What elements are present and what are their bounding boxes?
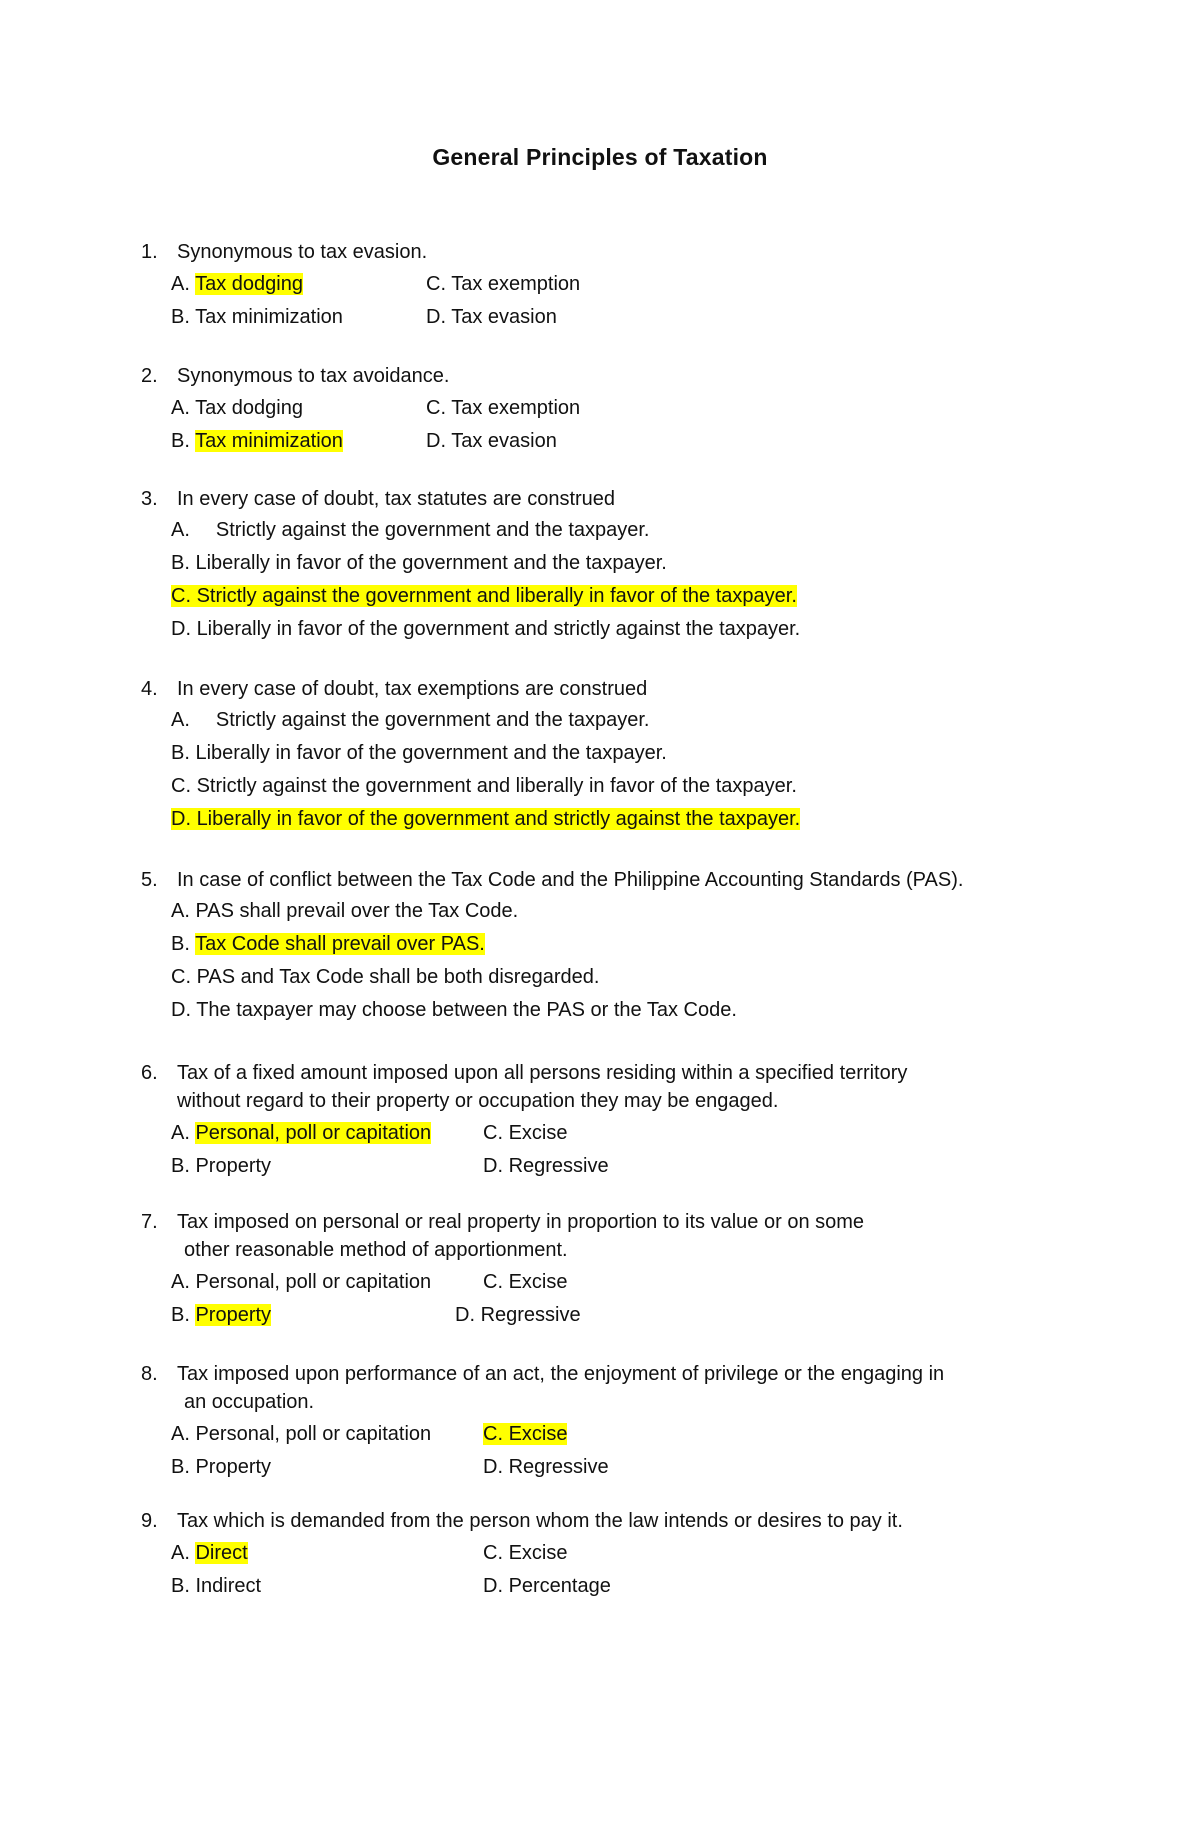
options <box>141 1265 1091 1331</box>
question-number: 6. <box>141 1062 158 1084</box>
question-number: 2. <box>141 365 158 387</box>
options <box>141 1536 1091 1602</box>
question-stem: 2. Synonymous to tax avoidance. <box>141 362 1091 390</box>
option-b: B. Indirect <box>171 1574 262 1597</box>
question-stem: 7. Tax imposed on personal or real property in proportion to its value or on some other reasonable method of apportionment. <box>141 1208 1091 1264</box>
options <box>141 1116 1091 1182</box>
answer-highlight: C. Excise <box>483 1422 568 1445</box>
option-a: A. Personal, poll or capitation <box>171 1422 432 1445</box>
answer-highlight: Property <box>195 1303 272 1326</box>
page-title: General Principles of Taxation <box>432 144 768 170</box>
option-a: A. Personal, poll or capitation <box>171 1270 432 1293</box>
question-stem: 6. Tax of a fixed amount imposed upon all persons residing within a specified territory without regard to their property or occupation they may be engaged. <box>141 1059 1091 1115</box>
option-c: C. Excise <box>483 1541 568 1564</box>
question-number: 9. <box>141 1510 158 1532</box>
answer-highlight: D. Liberally in favor of the government and strictly against the taxpayer. <box>171 808 801 830</box>
question-7 <box>141 1208 1091 1331</box>
question-4 <box>141 675 1091 836</box>
option-b: B. Property <box>171 1303 272 1326</box>
option-a: A. Direct <box>171 1541 248 1564</box>
question-9 <box>141 1507 1091 1602</box>
option-b: B. Tax minimization <box>171 305 343 328</box>
question-stem: 5. In case of conflict between the Tax Code and the Philippine Accounting Standards (PAS). <box>141 866 1091 894</box>
option-c: C. Tax exemption <box>426 272 581 295</box>
option-a: A. Tax dodging <box>171 396 303 419</box>
option-a: A. Strictly against the government and the taxpayer. <box>171 519 650 541</box>
question-stem: 3. In every case of doubt, tax statutes are construed <box>141 485 1091 513</box>
question-stem: 9. Tax which is demanded from the person whom the law intends or desires to pay it. <box>141 1507 1091 1535</box>
option-d: D. Tax evasion <box>426 429 557 452</box>
option-b: B. Tax minimization <box>171 429 343 452</box>
question-number: 1. <box>141 241 158 263</box>
option-c: C. PAS and Tax Code shall be both disregarded. <box>171 966 600 988</box>
question-8 <box>141 1360 1091 1483</box>
question-number: 7. <box>141 1211 158 1233</box>
options <box>141 1417 1091 1483</box>
question-stem: 1. Synonymous to tax evasion. <box>141 238 1091 266</box>
option-d: D. The taxpayer may choose between the PAS or the Tax Code. <box>171 999 737 1021</box>
answer-highlight: Personal, poll or capitation <box>195 1121 432 1144</box>
question-number: 4. <box>141 678 158 700</box>
option-d: D. Regressive <box>483 1455 609 1478</box>
answer-highlight: Direct <box>195 1541 248 1564</box>
option-d: D. Tax evasion <box>426 305 557 328</box>
answer-highlight: Tax dodging <box>195 272 303 295</box>
options <box>141 514 1091 646</box>
question-1 <box>141 238 1091 333</box>
option-a: A. Tax dodging <box>171 272 303 295</box>
option-b: B. Liberally in favor of the government and the taxpayer. <box>171 552 667 574</box>
option-b: B. Property <box>171 1154 272 1177</box>
option-a: A. Strictly against the government and the taxpayer. <box>171 709 650 731</box>
option-b: B. Liberally in favor of the government and the taxpayer. <box>171 742 667 764</box>
question-5 <box>141 866 1091 1027</box>
option-c: C. Excise <box>483 1121 568 1144</box>
option-d: D. Regressive <box>455 1303 581 1326</box>
option-a: A. PAS shall prevail over the Tax Code. <box>171 900 519 922</box>
option-c <box>171 580 1091 613</box>
question-stem: 8. Tax imposed upon performance of an act, the enjoyment of privilege or the engaging in an occupation. <box>141 1360 1091 1416</box>
question-number: 8. <box>141 1363 158 1385</box>
option-c: C. Strictly against the government and liberally in favor of the taxpayer. <box>171 775 797 797</box>
option-c <box>483 1420 567 1448</box>
option-c: C. Tax exemption <box>426 396 581 419</box>
question-2 <box>141 362 1091 457</box>
answer-highlight: C. Strictly against the government and liberally in favor of the taxpayer. <box>171 585 797 607</box>
question-number: 3. <box>141 488 158 510</box>
options <box>141 704 1091 836</box>
option-d: D. Regressive <box>483 1154 609 1177</box>
options <box>141 391 1091 457</box>
answer-highlight: Tax minimization <box>195 429 343 452</box>
question-3 <box>141 485 1091 646</box>
options <box>141 267 1091 333</box>
options <box>141 895 1091 1027</box>
answer-highlight: Tax Code shall prevail over PAS. <box>195 933 485 955</box>
option-d: D. Percentage <box>483 1574 611 1597</box>
option-c: C. Excise <box>483 1270 568 1293</box>
option-b: B. Property <box>171 1455 272 1478</box>
option-d: D. Liberally in favor of the government and strictly against the taxpayer. <box>171 618 801 640</box>
question-stem: 4. In every case of doubt, tax exemptions are construed <box>141 675 1091 703</box>
question-6 <box>141 1059 1091 1182</box>
option-d <box>171 803 1091 836</box>
option-b: B. Tax Code shall prevail over PAS. <box>171 933 485 955</box>
option-a: A. Personal, poll or capitation <box>171 1121 432 1144</box>
question-number: 5. <box>141 869 158 891</box>
